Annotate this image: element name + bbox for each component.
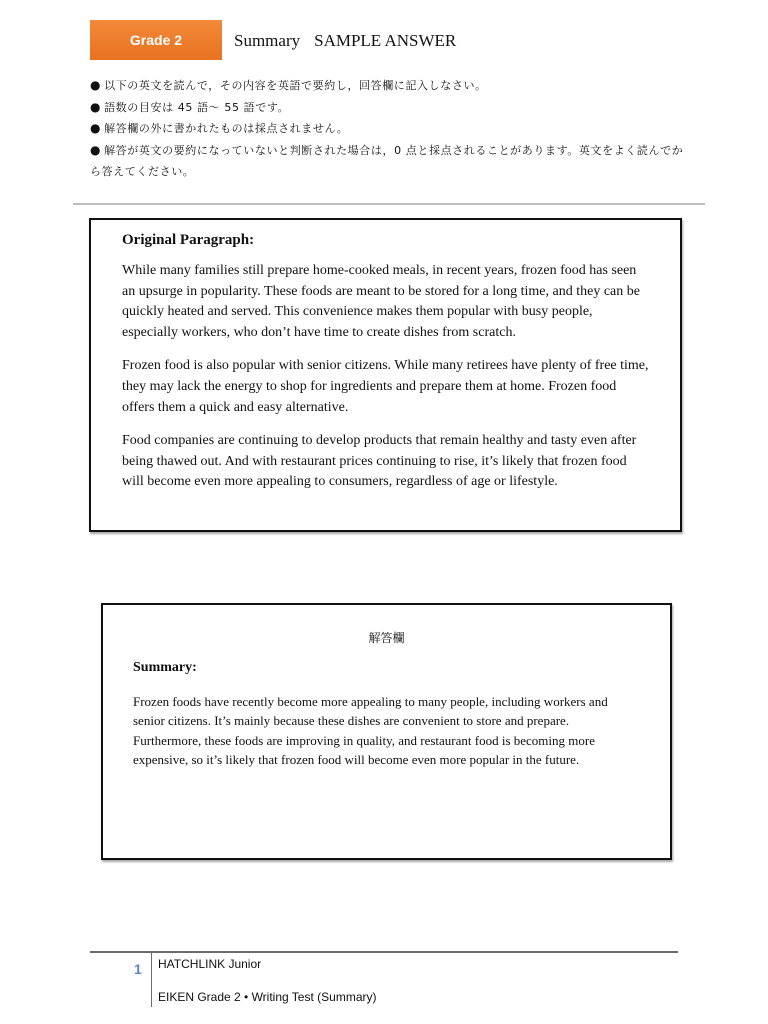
bullet-icon: ● bbox=[90, 142, 102, 157]
title-text: Summary bbox=[234, 31, 301, 50]
instruction-text: 以下の英文を読んで，その内容を英語で要約し，回答欄に記入しなさい。 bbox=[104, 79, 487, 92]
original-paragraph-box bbox=[89, 218, 682, 532]
instruction-item bbox=[90, 97, 690, 119]
summary-heading: Summary: bbox=[133, 660, 197, 675]
instructions-list bbox=[90, 75, 690, 183]
summary-text: Frozen foods have recently become more appealing to many people, including workers and senior citizens. It’s mainly because these dishes are convenient to store and prepare. Furthermore, these foods are improving in quality, and restaurant food is becoming more expensive, so it’s likely that frozen food will become even more popular in the future. bbox=[133, 694, 608, 767]
bullet-icon: ● bbox=[90, 78, 102, 92]
instruction-text: 語数の目安は 45 語～ 55 語です。 bbox=[104, 100, 290, 114]
instruction-text: 解答欄の外に書かれたものは採点されません。 bbox=[104, 122, 349, 135]
instruction-item bbox=[90, 75, 690, 97]
footer-publisher: HATCHLINK Junior bbox=[158, 957, 262, 971]
original-paragraph-3: Food companies are continuing to develop products that remain healthy and tasty even after being thawed out. And with restaurant prices continuing to rise, it’s likely that frozen food will become even more appealing to consumers, regardless of age or lifestyle. bbox=[122, 433, 637, 490]
footer-separator bbox=[151, 951, 152, 1007]
footer-test-name: EIKEN Grade 2 • Writing Test (Summary) bbox=[158, 990, 377, 1004]
instruction-text: 解答が英文の要約になっていないと判断された場合は，0 点と採点されることがあります。英文をよく読んでから答えてください。 bbox=[90, 143, 684, 178]
bullet-icon: ● bbox=[90, 99, 102, 114]
original-paragraph-1: While many families still prepare home-cooked meals, in recent years, frozen food has seen an upsurge in popularity. These foods are meant to be stored for a long time, and they can be quickly heated and served. This convenience makes them popular with busy people, especially workers, who don’t have time to create dishes from scratch. bbox=[122, 263, 640, 340]
instruction-item bbox=[90, 118, 690, 140]
footer-rule bbox=[90, 951, 678, 953]
bullet-icon: ● bbox=[90, 121, 102, 135]
original-paragraph-2: Frozen food is also popular with senior citizens. While many retirees have plenty of free time, they may lack the energy to shop for ingredients and prepare them at home. Frozen food offers them a quick and easy alternative. bbox=[122, 358, 649, 415]
page-number: 1 bbox=[134, 961, 142, 977]
answer-box bbox=[101, 603, 672, 860]
instruction-item bbox=[90, 140, 690, 183]
page-title bbox=[234, 31, 456, 51]
grade-label: Grade 2 bbox=[129, 32, 183, 48]
subtitle-text: SAMPLE ANSWER bbox=[314, 31, 457, 50]
grade-badge bbox=[90, 20, 222, 60]
answer-label: 解答欄 bbox=[368, 631, 405, 645]
section-divider bbox=[73, 203, 705, 205]
original-heading: Original Paragraph: bbox=[122, 232, 255, 248]
